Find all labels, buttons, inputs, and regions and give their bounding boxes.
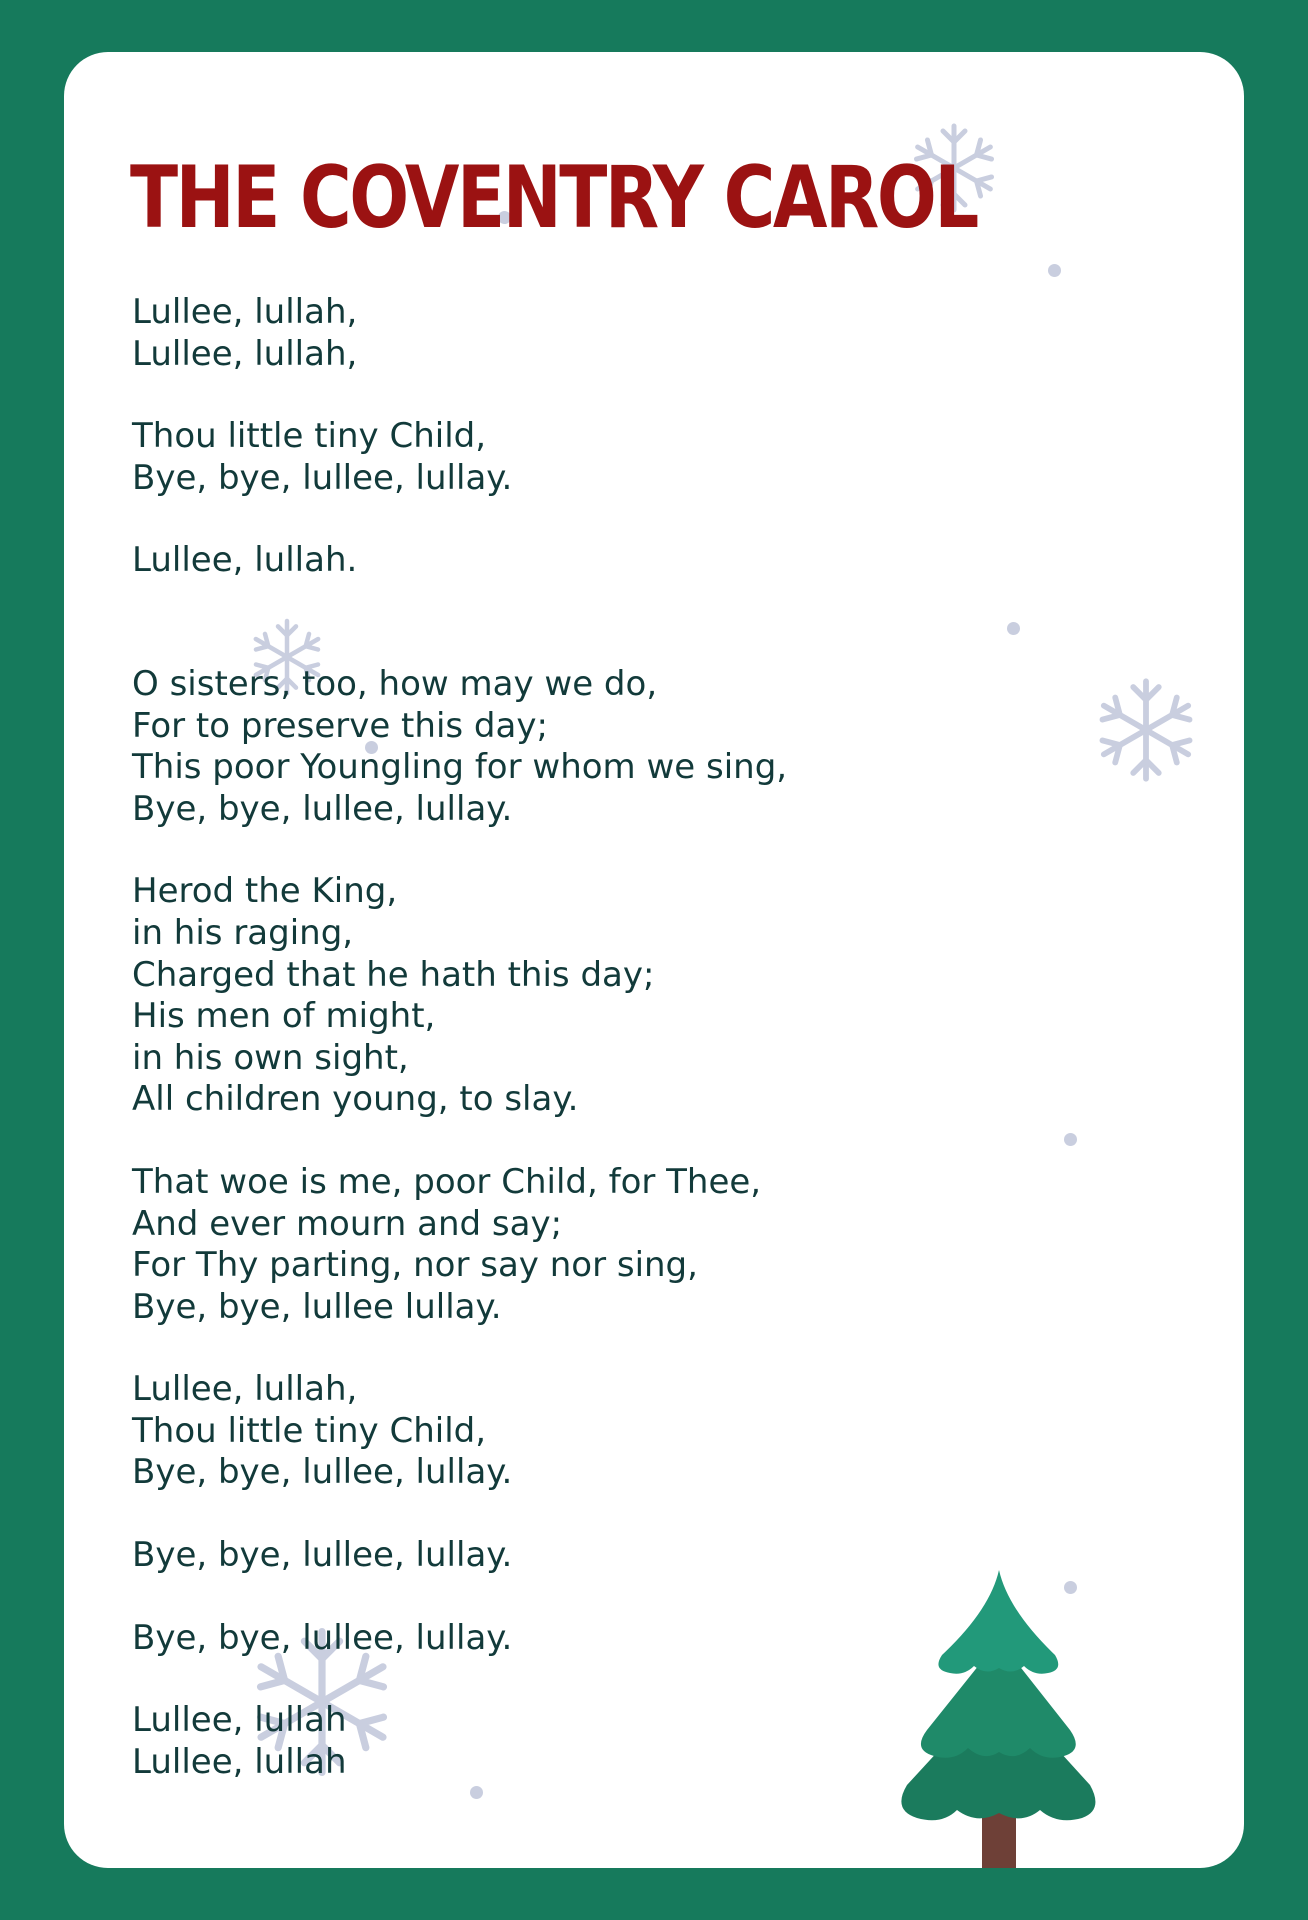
snowflake-icon [1088, 672, 1204, 788]
stanza [132, 416, 787, 499]
lyric-line: Lullee, lullah, [132, 333, 358, 374]
stanza [132, 871, 787, 1121]
stanza [132, 1535, 787, 1577]
lyric-line: His men of might, [132, 996, 436, 1037]
lyric-line: Bye, bye, lullee, lullay. [132, 1617, 513, 1658]
lyric-line: This poor Youngling for whom we sing, [132, 747, 788, 788]
stanza [132, 1618, 787, 1660]
lyric-line: Bye, bye, lullee, lullay. [132, 1452, 513, 1493]
lyric-line: in his own sight, [132, 1037, 409, 1078]
lyric-line: All children young, to slay. [132, 1079, 579, 1120]
christmas-tree-icon [872, 1570, 1122, 1868]
lyrics-body [132, 292, 787, 1824]
lyric-line: Thou little tiny Child, [132, 1410, 487, 1451]
lyric-line: Bye, bye, lullee, lullay. [132, 1535, 513, 1576]
stanza [132, 292, 787, 375]
snow-dot [1048, 264, 1061, 277]
lyric-line: Herod the King, [132, 871, 398, 912]
stanza [132, 1369, 787, 1494]
lyric-line: Lullee, lullah [132, 1700, 347, 1741]
lyric-line: Lullee, lullah, [132, 1369, 358, 1410]
lyric-line: And ever mourn and say; [132, 1203, 563, 1244]
lyric-line: That woe is me, poor Child, for Thee, [132, 1161, 762, 1202]
stanza [132, 1162, 787, 1328]
stanza [132, 540, 787, 582]
page-title: THE COVENTRY CAROL [130, 148, 977, 248]
lyric-line: in his raging, [132, 912, 354, 953]
lyric-line: O sisters, too, how may we do, [132, 663, 658, 704]
lyrics-card [64, 52, 1244, 1868]
lyric-line: Thou little tiny Child, [132, 416, 487, 457]
lyric-line: Bye, bye, lullee lullay. [132, 1286, 502, 1327]
lyric-line: Lullee, lullah [132, 1741, 347, 1782]
snow-dot [1064, 1133, 1077, 1146]
lyric-line: Lullee, lullah. [132, 540, 358, 581]
lyric-line: For to preserve this day; [132, 705, 548, 746]
stanza [132, 664, 787, 830]
snow-dot [1007, 622, 1020, 635]
stanza [132, 1700, 787, 1783]
lyric-line: Bye, bye, lullee, lullay. [132, 788, 513, 829]
lyric-line: Bye, bye, lullee, lullay. [132, 457, 513, 498]
lyric-line: Charged that he hath this day; [132, 954, 655, 995]
lyric-line: Lullee, lullah, [132, 292, 358, 332]
lyric-line: For Thy parting, nor say nor sing, [132, 1245, 698, 1286]
